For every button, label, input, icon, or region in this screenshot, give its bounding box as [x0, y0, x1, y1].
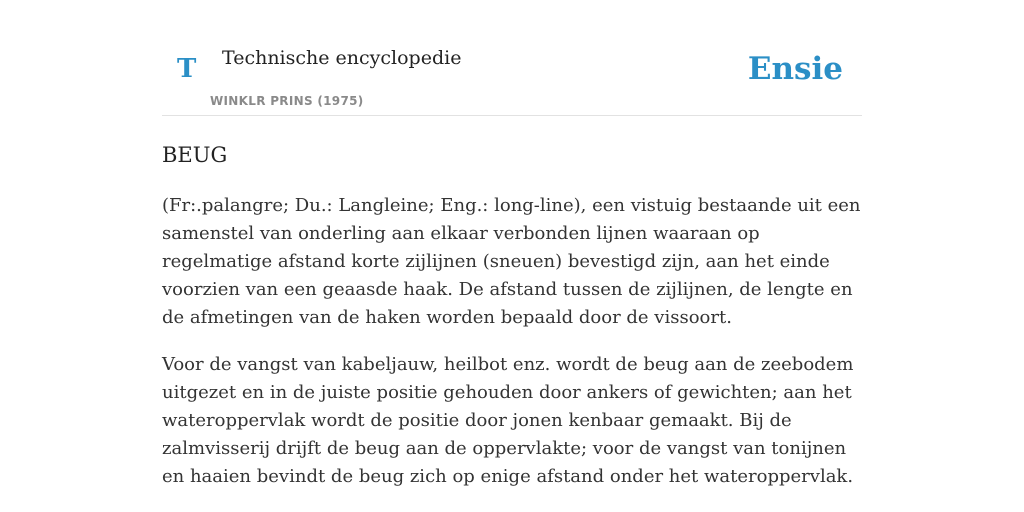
book-title-link[interactable]: Technische encyclopedie: [222, 47, 462, 69]
site-logo-link[interactable]: Ensie: [747, 51, 843, 87]
book-logo[interactable]: T: [177, 54, 197, 84]
entry-body: [162, 192, 862, 510]
entry-paragraph: (Fr:.palangre; Du.: Langleine; Eng.: long-line), een vistuig bestaande uit een samenstel van onderling aan elkaar verbonden lijnen waaraan op regelmatige afstand korte zijlijnen (sneuen) bevestigd zijn, aan het einde voorzien van een geaasde haak. De afstand tussen de zijlijnen, de lengte en de afmetingen van de haken worden bepaald door de vissoort.: [162, 195, 861, 328]
entry-title: BEUG: [162, 143, 228, 167]
book-header: [162, 0, 862, 116]
entry-paragraph: Voor de vangst van kabeljauw, heilbot enz. wordt de beug aan de zeebodem uitgezet en in de juiste positie gehouden door ankers of gewichten; aan het wateroppervlak wordt de positie door jonen kenbaar gemaakt. Bij de zalmvisserij drijft de beug aan de oppervlakte; voor de vangst van tonijnen en haaien bevindt de beug zich op enige afstand onder het wateroppervlak.: [162, 354, 854, 487]
page: [162, 0, 862, 487]
book-subtitle: WINKLR PRINS (1975): [210, 94, 364, 108]
